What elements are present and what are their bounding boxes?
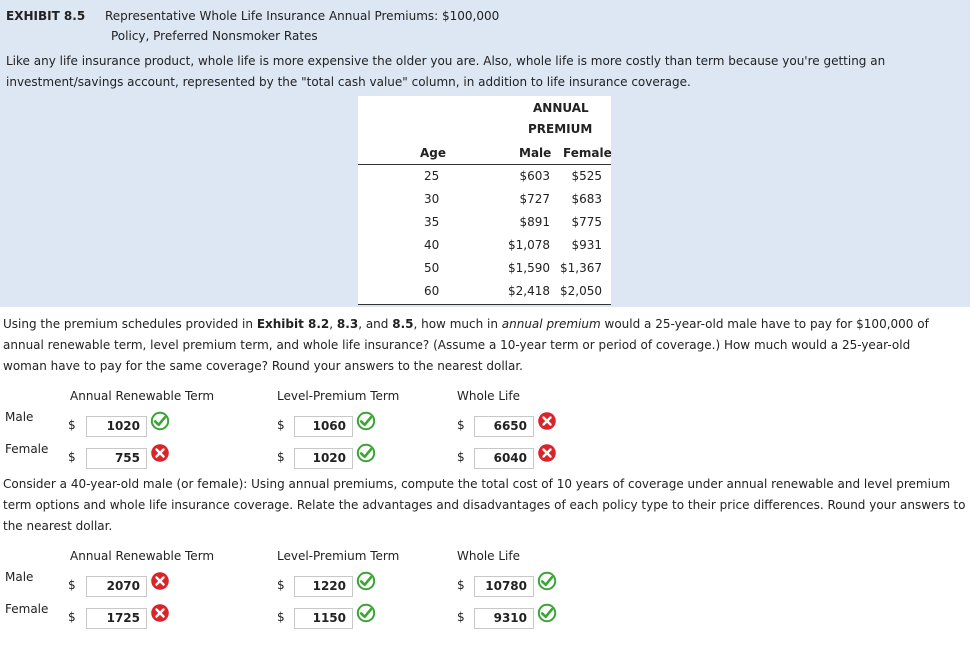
table-header-premium: PREMIUM bbox=[528, 122, 593, 136]
answer-input[interactable]: 1220 bbox=[294, 576, 353, 597]
correct-check-icon bbox=[537, 571, 557, 591]
table-cell-female: $1,367 bbox=[560, 261, 602, 275]
correct-check-icon bbox=[356, 443, 376, 463]
incorrect-x-icon bbox=[150, 571, 170, 591]
table-header-rule bbox=[358, 164, 611, 165]
answer-input[interactable]: 1725 bbox=[86, 608, 147, 629]
table-cell-male: $891 bbox=[519, 215, 550, 229]
incorrect-x-icon bbox=[537, 443, 557, 463]
q2-col-whole-life: Whole Life bbox=[457, 549, 520, 563]
currency-symbol: $ bbox=[277, 578, 285, 592]
exhibit-description-line2: investment/savings account, represented by the "total cash value" column, in addition to life insurance coverage. bbox=[6, 75, 691, 89]
table-col-age: Age bbox=[420, 146, 447, 160]
table-cell-male: $727 bbox=[519, 192, 550, 206]
table-col-male: Male bbox=[519, 146, 552, 160]
currency-symbol: $ bbox=[68, 450, 76, 464]
question1-line2: annual renewable term, level premium term, and whole life insurance? (Assume a 10-year term or period of coverage.) How much would a 25-year-old bbox=[3, 338, 911, 352]
q1-col-annual-renewable: Annual Renewable Term bbox=[70, 389, 215, 403]
answer-row-label: Female bbox=[5, 602, 49, 616]
currency-symbol: $ bbox=[277, 610, 285, 624]
question2-line1: Consider a 40-year-old male (or female): Using annual premiums, compute the total cost of 10 years of coverage under annual renewable and level premium bbox=[3, 477, 951, 491]
answer-input[interactable]: 6650 bbox=[474, 416, 534, 437]
answer-input[interactable]: 6040 bbox=[474, 448, 534, 469]
currency-symbol: $ bbox=[277, 450, 285, 464]
incorrect-x-icon bbox=[150, 603, 170, 623]
incorrect-x-icon bbox=[537, 411, 557, 431]
answer-input[interactable]: 1020 bbox=[86, 416, 147, 437]
answer-row-label: Female bbox=[5, 442, 49, 456]
table-cell-male: $603 bbox=[519, 169, 550, 183]
currency-symbol: $ bbox=[277, 418, 285, 432]
correct-check-icon bbox=[356, 571, 376, 591]
table-header-annual: ANNUAL bbox=[533, 101, 589, 115]
table-cell-age: 60 bbox=[424, 284, 440, 298]
answer-input[interactable]: 1020 bbox=[294, 448, 353, 469]
answer-input[interactable]: 755 bbox=[86, 448, 147, 469]
correct-check-icon bbox=[150, 411, 170, 431]
question2-line2: term options and whole life insurance coverage. Relate the advantages and disadvantages of each policy type to their price differences. Round your answers to bbox=[3, 498, 966, 512]
answer-input[interactable]: 1060 bbox=[294, 416, 353, 437]
q1-col-level-premium: Level-Premium Term bbox=[277, 389, 400, 403]
table-cell-female: $683 bbox=[571, 192, 602, 206]
table-cell-male: $1,078 bbox=[508, 238, 550, 252]
table-cell-age: 25 bbox=[424, 169, 440, 183]
answer-input[interactable]: 2070 bbox=[86, 576, 147, 597]
table-cell-female: $931 bbox=[571, 238, 602, 252]
question2-line3: the nearest dollar. bbox=[3, 519, 113, 533]
answer-input[interactable]: 9310 bbox=[474, 608, 534, 629]
answer-input[interactable]: 10780 bbox=[474, 576, 534, 597]
table-cell-male: $1,590 bbox=[508, 261, 550, 275]
correct-check-icon bbox=[356, 603, 376, 623]
table-cell-female: $775 bbox=[571, 215, 602, 229]
incorrect-x-icon bbox=[150, 443, 170, 463]
exhibit-title: Representative Whole Life Insurance Annual Premiums: $100,000 bbox=[105, 9, 500, 23]
table-col-female: Female bbox=[563, 146, 612, 160]
exhibit-description-line1: Like any life insurance product, whole life is more expensive the older you are. Also, whole life is more costly than term because you're getting an bbox=[6, 54, 886, 68]
answer-row-label: Male bbox=[5, 410, 34, 424]
correct-check-icon bbox=[356, 411, 376, 431]
currency-symbol: $ bbox=[68, 418, 76, 432]
exhibit-subtitle: Policy, Preferred Nonsmoker Rates bbox=[111, 29, 318, 43]
table-cell-female: $2,050 bbox=[560, 284, 602, 298]
answer-input[interactable]: 1150 bbox=[294, 608, 353, 629]
currency-symbol: $ bbox=[68, 610, 76, 624]
correct-check-icon bbox=[537, 603, 557, 623]
table-cell-age: 30 bbox=[424, 192, 440, 206]
q1-col-whole-life: Whole Life bbox=[457, 389, 520, 403]
currency-symbol: $ bbox=[457, 610, 465, 624]
question1-line1: Using the premium schedules provided in Exhibit 8.2, 8.3, and 8.5, how much in annual premium would a 25-year-old male have to pay for $100,000 of bbox=[3, 317, 929, 331]
answer-row-label: Male bbox=[5, 570, 34, 584]
table-cell-age: 50 bbox=[424, 261, 440, 275]
table-cell-age: 40 bbox=[424, 238, 440, 252]
q2-col-level-premium: Level-Premium Term bbox=[277, 549, 400, 563]
currency-symbol: $ bbox=[68, 578, 76, 592]
table-cell-age: 35 bbox=[424, 215, 440, 229]
currency-symbol: $ bbox=[457, 450, 465, 464]
question1-line3: woman have to pay for the same coverage? Round your answers to the nearest dollar. bbox=[3, 359, 523, 373]
currency-symbol: $ bbox=[457, 578, 465, 592]
premium-table bbox=[358, 96, 611, 305]
table-cell-male: $2,418 bbox=[508, 284, 550, 298]
q2-col-annual-renewable: Annual Renewable Term bbox=[70, 549, 215, 563]
exhibit-label: EXHIBIT 8.5 bbox=[6, 9, 86, 23]
currency-symbol: $ bbox=[457, 418, 465, 432]
table-cell-female: $525 bbox=[571, 169, 602, 183]
